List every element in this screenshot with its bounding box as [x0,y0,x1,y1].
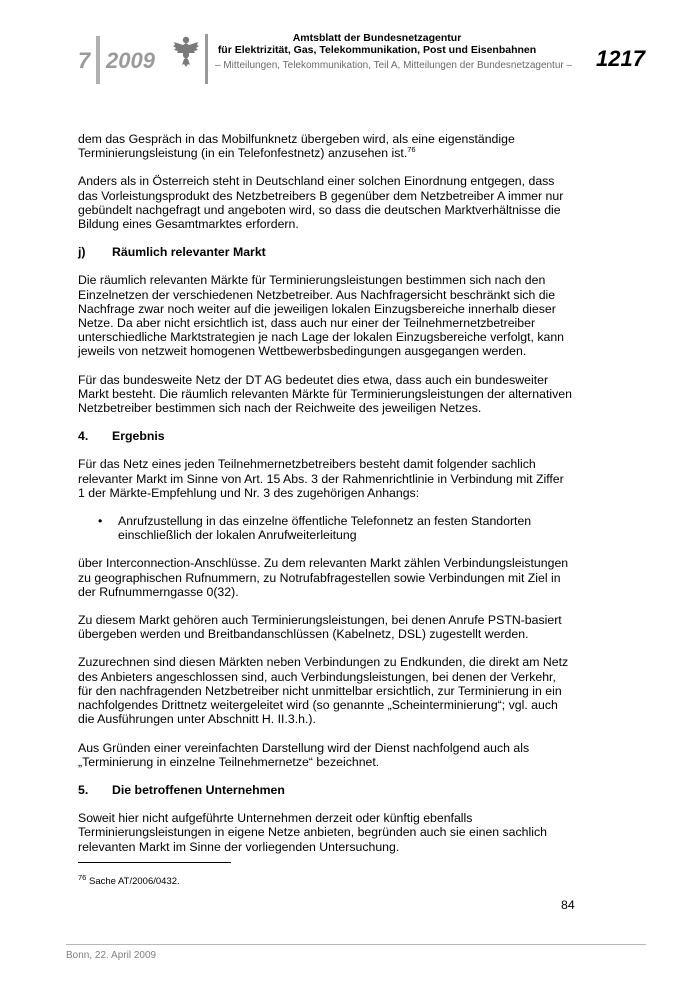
document-body [78,132,573,868]
paragraph: Für das Netz eines jeden Teilnehmernetzbetreibers besteht damit folgender sachlich relevanter Markt im Sinne von Art. 15 Abs. 3 der Rahmenrichtlinie in Verbindung mit Ziffer 1 der Märkte-Empfehlung und Nr. 3 des zugehörigen Anhangs: [78,457,564,500]
bullet-list [78,514,573,542]
footnote-divider [78,862,231,863]
gazette-title-line2: für Elektrizität, Gas, Telekommunikation, Post und Eisenbahnen [217,44,537,56]
section-label: j) [78,245,86,260]
list-item [78,514,573,542]
paragraph: Für das bundesweite Netz der DT AG bedeutet dies etwa, dass auch ein bundesweiter Markt besteht. Die räumlich relevanten Märkte für Terminierungsleistungen der alternativen Netzbetreiber bestimmen sich nach der Reichweite des jeweiligen Netzes. [78,372,572,416]
page-footer: Bonn, 22. April 2009 [66,950,157,961]
section-title: Räumlich relevanter Markt [112,245,266,260]
gazette-title [212,32,542,56]
issue-year: 2009 [106,48,155,73]
paragraph: Zuzurechnen sind diesen Märkten neben Verbindungen zu Endkunden, die direkt am Netz des Anbieters angeschlossen sind, auch Verbindungsleistungen, bei denen der Verkehr, für den nachfragenden Netzbetreiber nicht unmittelbar ersichtlich, zur Terminierung in ein nachfolgendes Drittnetz weitergeleitet wird (so genannte „Scheinterminierung“; vgl. auch die Ausführungen unter Abschnitt H. II.3.h.). [78,655,569,727]
paragraph: Anders als in Österreich steht in Deutschland einer solchen Einordnung entgegen, dass das Vorleistungsprodukt des Netzbetreibers B gegenüber dem Netzbetreiber A immer nur gebündelt nachgefragt und angeboten wird, so dass die deutschen Marktverhältnisse die Bildung eines Gesamtmarktes erfordern. [78,174,564,232]
section-heading-j [78,245,573,259]
page-header [0,0,700,95]
bullet-icon: • [98,514,103,529]
paragraph: Aus Gründen einer vereinfachten Darstellung wird der Dienst nachfolgend auch als „Terminierung in einzelne Teilnehmernetze“ bezeichnet. [78,740,530,769]
gazette-subtitle: – Mitteilungen, Telekommunikation, Teil A, Mitteilungen der Bundesnetzagentur – [215,60,573,71]
paragraph: Die räumlich relevanten Märkte für Terminierungsleistungen bestimmen sich nach den Einzelnetzen der verschiedenen Netzbetreiber. Aus Nachfragersicht beschränkt sich die Nachfrage zwar noch weiter auf die jeweiligen lokalen Einzugsbereiche innerhalb dieser Netze. Da aber nicht ersichtlich ist, dass auch nur einer der Teilnehmernetzbetreiber unterschiedliche Marktstrategien je nach Lage der lokalen Einzugsbereiche verfolgt, kann jeweils von netzweit homogenen Wettbewerbsbedingungen ausgegangen werden. [78,273,565,359]
issue-number: 7 [78,48,91,73]
section-title: Ergebnis [112,429,165,444]
header-divider [205,34,208,84]
section-label: 5. [78,782,89,797]
section-heading-4 [78,429,573,443]
paragraph [78,132,573,160]
footnote-reference[interactable]: 76 [407,145,416,155]
paragraph: Soweit hier nicht aufgeführte Unternehmen derzeit oder künftig ebenfalls Terminierungsleistungen in eigene Netze anbieten, begründen auch sie einen sachlich relevanten Markt im Sinne der vorliegenden Untersuchung. [78,811,547,854]
gazette-page-number: 1217 [596,46,645,71]
paragraph: Zu diesem Markt gehören auch Terminierungsleistungen, bei denen Anrufe PSTN-basiert übergeben werden und Breitbandanschlüssen (Kabelnetz, DSL) zugestellt werden. [78,613,562,642]
footer-divider [66,944,646,945]
section-label: 4. [78,429,89,444]
footnote [78,872,180,887]
section-heading-5 [78,783,573,797]
federal-eagle-icon [172,34,200,68]
footnote-text: Sache AT/2006/0432. [88,876,180,887]
gazette-title-line1: Amtsblatt der Bundesnetzagentur [292,32,462,44]
footnote-number: 76 [78,872,87,882]
paragraph-text: dem das Gespräch in das Mobilfunknetz übergeben wird, als eine eigenständige Terminierungsleistung (in ein Telefonfestnetz) anzusehen ist. [78,132,515,161]
section-title: Die betroffenen Unternehmen [112,782,285,797]
paragraph: über Interconnection-Anschlüsse. Zu dem relevanten Markt zählen Verbindungsleistungen zu geographischen Rufnummern, zu Notrufabfragestellen sowie Verbindungen mit Ziel in der Rufnummerngasse 0(32). [78,556,569,599]
list-item-text: Anrufzustellung in das einzelne öffentliche Telefonnetz an festen Standorten einschließlich der lokalen Anrufweiterleitung [118,514,532,543]
document-page-number: 84 [561,898,575,912]
issue-separator [96,36,100,84]
